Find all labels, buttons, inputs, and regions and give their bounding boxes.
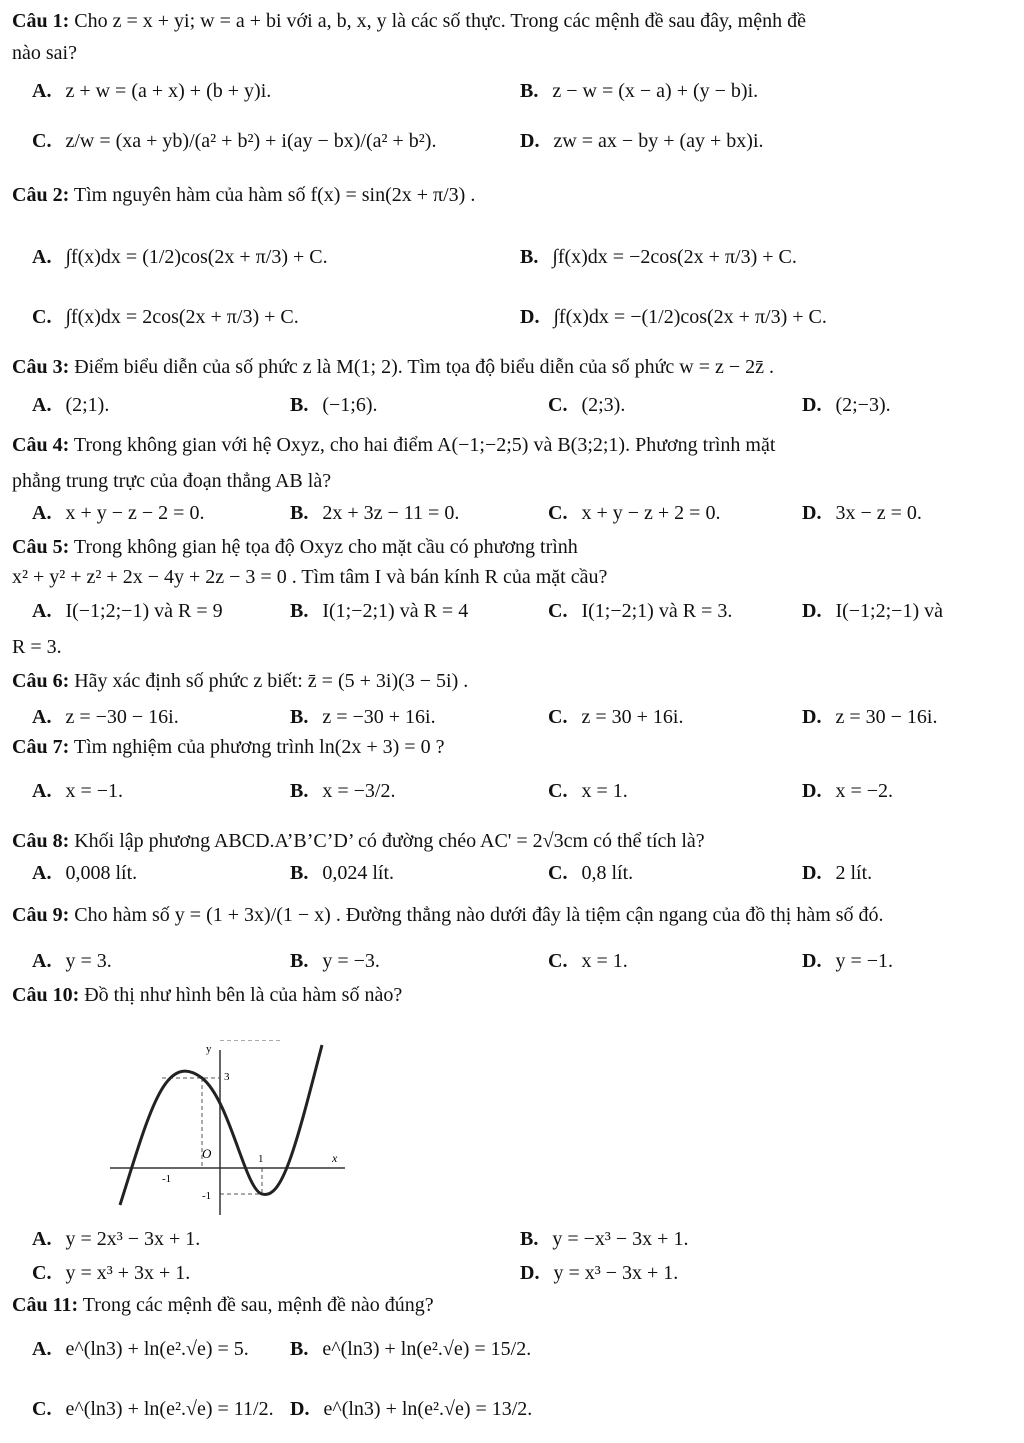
option-a[interactable]: A. (2;1). xyxy=(32,394,110,416)
question-stem: Đồ thị như hình bên là của hàm số nào? xyxy=(84,984,403,1006)
options-row xyxy=(12,306,1012,342)
question-9 xyxy=(12,904,1012,927)
option-d[interactable]: D. x = −2. xyxy=(802,780,894,802)
option-c[interactable]: C. I(1;−2;1) và R = 3. xyxy=(548,600,733,622)
option-c[interactable]: C. x = 1. xyxy=(548,950,628,972)
question-stem: Tìm nguyên hàm của hàm số f(x) = sin(2x + π/3) . xyxy=(73,184,476,206)
options-row xyxy=(12,862,1012,898)
option-b[interactable]: B. z − w = (x − a) + (y − b)i. xyxy=(520,80,759,102)
x-axis-label: x xyxy=(332,1151,338,1165)
options-row xyxy=(12,600,1012,636)
option-d[interactable]: D. y = x³ − 3x + 1. xyxy=(520,1262,679,1284)
option-a[interactable]: A. y = 2x³ − 3x + 1. xyxy=(32,1228,201,1250)
options-row xyxy=(12,246,1012,282)
option-b[interactable]: B. I(1;−2;1) và R = 4 xyxy=(290,600,469,622)
option-d-continued: R = 3. xyxy=(12,636,62,658)
option-a[interactable]: A. z = −30 − 16i. xyxy=(32,706,179,728)
question-number: Câu 4: xyxy=(12,434,70,456)
question-stem-continued: phẳng trung trực của đoạn thẳng AB là? xyxy=(12,470,332,492)
options-row xyxy=(12,130,1012,166)
question-number: Câu 7: xyxy=(12,736,70,758)
y-axis-label: y xyxy=(206,1043,212,1055)
question-stem-continued: nào sai? xyxy=(12,42,77,64)
option-d[interactable]: D. (2;−3). xyxy=(802,394,891,416)
option-d[interactable]: D. e^(ln3) + ln(e².√e) = 13/2. xyxy=(290,1398,533,1420)
options-row xyxy=(12,780,1012,816)
question-stem: Trong không gian hệ tọa độ Oxyz cho mặt cầu có phương trình xyxy=(73,536,578,558)
option-a[interactable]: A. x + y − z − 2 = 0. xyxy=(32,502,205,524)
question-6 xyxy=(12,670,1012,693)
options-row xyxy=(12,1338,1012,1374)
option-c[interactable]: C. z = 30 + 16i. xyxy=(548,706,684,728)
option-a[interactable]: A. x = −1. xyxy=(32,780,124,802)
option-d[interactable]: D. z = 30 − 16i. xyxy=(802,706,938,728)
question-1 xyxy=(12,10,1012,33)
question-stem-continued: x² + y² + z² + 2x − 4y + 2z − 3 = 0 . Tìm tâm I và bán kính R của mặt cầu? xyxy=(12,566,608,588)
question-stem: Trong không gian với hệ Oxyz, cho hai điểm A(−1;−2;5) và B(3;2;1). Phương trình mặt xyxy=(73,434,776,456)
option-b[interactable]: B. 0,024 lít. xyxy=(290,862,395,884)
options-row xyxy=(12,1262,1012,1298)
question-8 xyxy=(12,830,1012,853)
option-b[interactable]: B. z = −30 + 16i. xyxy=(290,706,436,728)
question-stem: Hãy xác định số phức z biết: z̄ = (5 + 3i)(3 − 5i) . xyxy=(74,670,469,692)
option-d[interactable]: D. ∫f(x)dx = −(1/2)cos(2x + π/3) + C. xyxy=(520,306,827,328)
options-row xyxy=(12,394,1012,430)
tick-label-x-minus-1: -1 xyxy=(162,1173,172,1185)
question-2 xyxy=(12,184,1012,207)
options-row xyxy=(12,1398,1012,1434)
option-b[interactable]: B. y = −x³ − 3x + 1. xyxy=(520,1228,689,1250)
question-11 xyxy=(12,1294,1012,1317)
option-c[interactable]: C. (2;3). xyxy=(548,394,626,416)
tick-label-y-minus-1: -1 xyxy=(202,1190,212,1202)
question-stem: Cho z = x + yi; w = a + bi với a, b, x, y là các số thực. Trong các mệnh đề sau đây, mệnh đề xyxy=(74,10,806,32)
question-4 xyxy=(12,434,1012,457)
tick-label-1: 1 xyxy=(258,1153,264,1165)
question-5 xyxy=(12,536,1012,559)
option-b[interactable]: B. y = −3. xyxy=(290,950,380,972)
option-c[interactable]: C. e^(ln3) + ln(e².√e) = 11/2. xyxy=(32,1398,274,1420)
option-d[interactable]: D. 2 lít. xyxy=(802,862,873,884)
option-c[interactable]: C. 0,8 lít. xyxy=(548,862,634,884)
question-stem: Điểm biểu diễn của số phức z là M(1; 2). Tìm tọa độ biểu diễn của số phức w = z − 2z̄ . xyxy=(74,356,775,378)
question-number: Câu 9: xyxy=(12,904,70,926)
option-c[interactable]: C. x = 1. xyxy=(548,780,628,802)
question-number: Câu 8: xyxy=(12,830,70,852)
question-number: Câu 1: xyxy=(12,10,70,32)
options-row xyxy=(12,80,1012,116)
question-stem: Trong các mệnh đề sau, mệnh đề nào đúng? xyxy=(82,1294,434,1316)
question-number: Câu 2: xyxy=(12,184,70,206)
cubic-curve xyxy=(120,1045,322,1205)
options-row xyxy=(12,502,1012,538)
option-b[interactable]: B. ∫f(x)dx = −2cos(2x + π/3) + C. xyxy=(520,246,797,268)
option-d[interactable]: D. I(−1;2;−1) và xyxy=(802,600,943,622)
option-b[interactable]: B. x = −3/2. xyxy=(290,780,396,802)
option-b[interactable]: B. (−1;6). xyxy=(290,394,378,416)
option-a[interactable]: A. 0,008 lít. xyxy=(32,862,138,884)
question-stem: Khối lập phương ABCD.A’B’C’D’ có đường chéo AC' = 2√3cm có thể tích là? xyxy=(74,830,705,852)
question-number: Câu 10: xyxy=(12,984,80,1006)
option-c[interactable]: C. z/w = (xa + yb)/(a² + b²) + i(ay − bx)/(a² + b²). xyxy=(32,130,437,152)
question-stem: Cho hàm số y = (1 + 3x)/(1 − x) . Đường thẳng nào dưới đây là tiệm cận ngang của đồ thị hàm số đó. xyxy=(74,904,884,926)
question-3 xyxy=(12,356,1012,379)
option-a[interactable]: A. ∫f(x)dx = (1/2)cos(2x + π/3) + C. xyxy=(32,246,328,268)
question-number: Câu 3: xyxy=(12,356,70,378)
option-a[interactable]: A. z + w = (a + x) + (b + y)i. xyxy=(32,80,272,102)
option-d[interactable]: D. zw = ax − by + (ay + bx)i. xyxy=(520,130,764,152)
question-number: Câu 6: xyxy=(12,670,70,692)
option-a[interactable]: A. y = 3. xyxy=(32,950,112,972)
options-row xyxy=(12,1228,1012,1264)
option-b[interactable]: B. e^(ln3) + ln(e².√e) = 15/2. xyxy=(290,1338,532,1360)
tick-label-3: 3 xyxy=(224,1071,230,1083)
option-d[interactable]: D. y = −1. xyxy=(802,950,894,972)
origin-label: O xyxy=(202,1146,212,1161)
question-10 xyxy=(12,984,1012,1007)
option-d[interactable]: D. 3x − z = 0. xyxy=(802,502,922,524)
question-7 xyxy=(12,736,1012,759)
question-number: Câu 11: xyxy=(12,1294,79,1316)
option-b[interactable]: B. 2x + 3z − 11 = 0. xyxy=(290,502,460,524)
question-number: Câu 5: xyxy=(12,536,70,558)
cubic-function-graph xyxy=(110,1040,360,1215)
option-c[interactable]: C. x + y − z + 2 = 0. xyxy=(548,502,721,524)
option-a[interactable]: A. e^(ln3) + ln(e².√e) = 5. xyxy=(32,1338,249,1360)
option-a[interactable]: A. I(−1;2;−1) và R = 9 xyxy=(32,600,223,622)
question-stem: Tìm nghiệm của phương trình ln(2x + 3) = 0 ? xyxy=(73,736,445,758)
option-c[interactable]: C. ∫f(x)dx = 2cos(2x + π/3) + C. xyxy=(32,306,299,328)
option-c[interactable]: C. y = x³ + 3x + 1. xyxy=(32,1262,191,1284)
options-row xyxy=(12,950,1012,986)
